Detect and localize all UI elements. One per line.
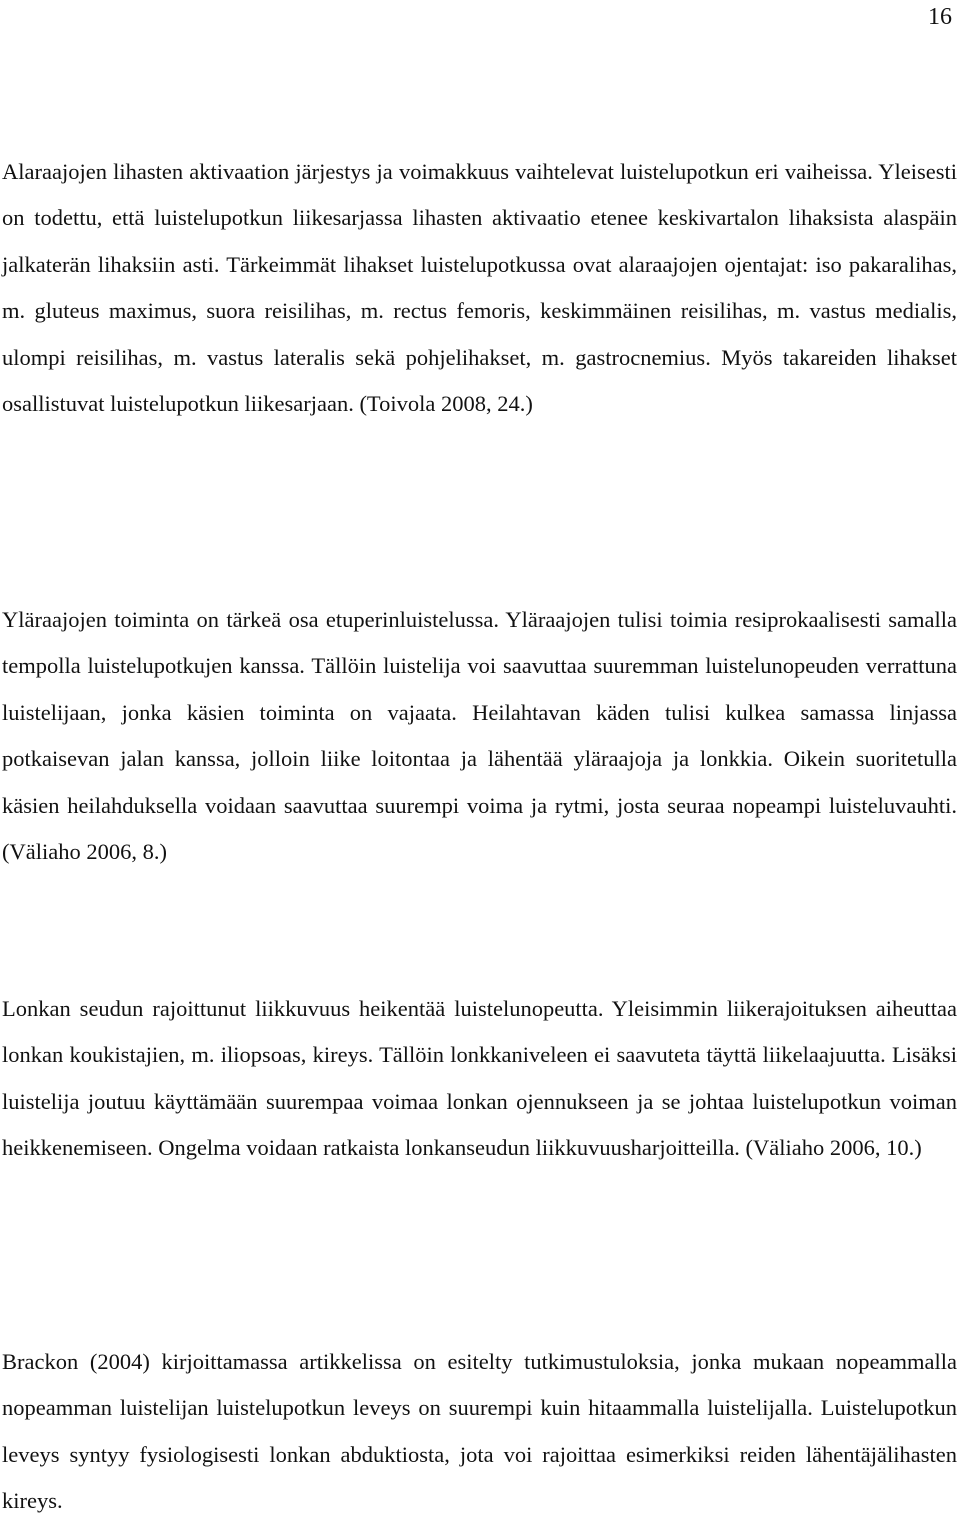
paragraph-lower-limb-activation: Alaraajojen lihasten aktivaation järjestys ja voimakkuus vaihtelevat luistelupotkun eri vaiheissa. Yleisesti on todettu, että luistelupotkun liikesarjassa lihasten aktivaatio etenee keskivartalon lihaksista alaspäin jalkaterän lihaksiin asti. Tärkeimmät lihakset luistelupotkussa ovat alaraajojen ojentajat: iso pakaralihas, m. gluteus maximus, suora reisilihas, m. rectus femoris, keskimmäinen reisilihas, m. vastus medialis, ulompi reisilihas, m. vastus lateralis sekä pohjelihakset, m. gastrocnemius. Myös takareiden lihakset osallistuvat luistelupotkun liikesarjaan. (Toivola 2008, 24.) — [2, 159, 957, 417]
paragraph-hip-mobility: Lonkan seudun rajoittunut liikkuvuus heikentää luistelunopeutta. Yleisimmin liikerajoituksen aiheuttaa lonkan koukistajien, m. iliopsoas, kireys. Tällöin lonkkaniveleen ei saavuteta täyttä liikelaajuutta. Lisäksi luistelija joutuu käyttämään suurempaa voimaa lonkan ojennukseen ja se johtaa luistelupotkun voiman heikkenemiseen. Ongelma voidaan ratkaista lonkanseudun liikkuvuusharjoitteilla. (Väliaho 2006, 10.) — [2, 996, 957, 1161]
paragraph-upper-limb-function: Yläraajojen toiminta on tärkeä osa etuperinluistelussa. Yläraajojen tulisi toimia resiprokaalisesti samalla tempolla luistelupotkujen kanssa. Tällöin luistelija voi saavuttaa suuremman luistelunopeuden verrattuna luistelijaan, jonka käsien toiminta on vajaata. Heilahtavan käden tulisi kulkea samassa linjassa potkaisevan jalan kanssa, jolloin liike loitontaa ja lähentää yläraajoja ja lonkkia. Oikein suoritetulla käsien heilahduksella voidaan saavuttaa suurempi voima ja rytmi, josta seuraa nopeampi luisteluvauhti. (Väliaho 2006, 8.) — [2, 607, 957, 865]
page-number: 16 — [928, 4, 952, 30]
paragraph-stride-width: Brackon (2004) kirjoittamassa artikkelissa on esitelty tutkimustuloksia, jonka mukaan nopeammalla nopeamman luistelijan luistelupotkun leveys on suurempi kuin hitaammalla luistelijalla. Luistelupotkun leveys syntyy fysiologisesti lonkan abduktiosta, jota voi rajoittaa esimerkiksi reiden lähentäjälihasten kireys. — [2, 1349, 957, 1514]
